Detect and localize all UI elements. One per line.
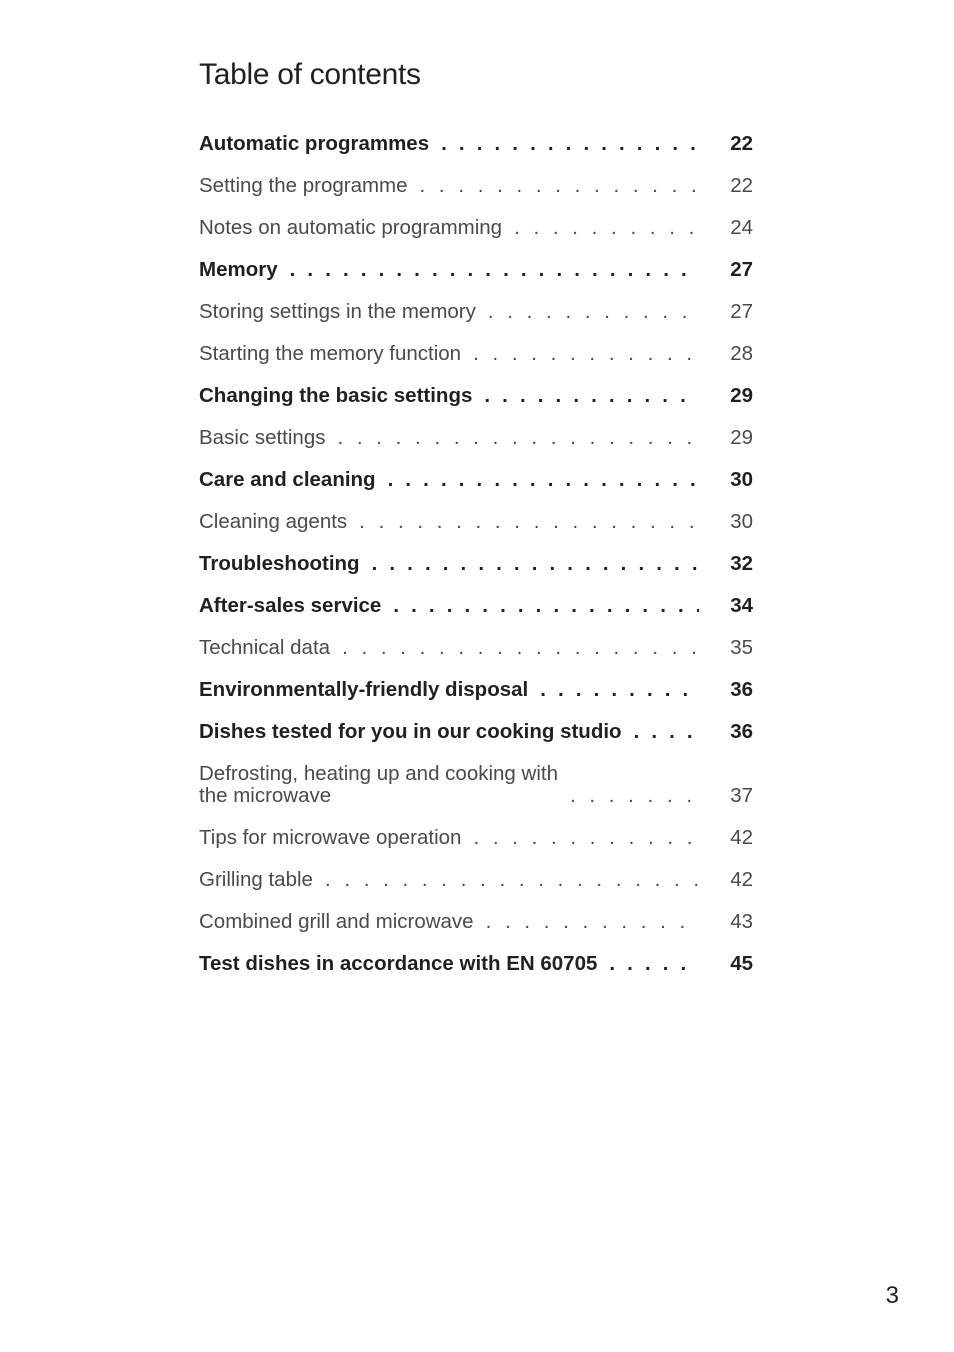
toc-entry-page: 35 xyxy=(730,636,753,659)
toc-entry[interactable] xyxy=(199,343,753,365)
toc-entry-page: 42 xyxy=(730,826,753,849)
dot-leader xyxy=(609,953,699,975)
toc-entry[interactable] xyxy=(199,511,753,533)
page-number: 3 xyxy=(885,1282,899,1309)
toc-entry[interactable] xyxy=(199,469,753,491)
toc-entry-title: Setting the programme xyxy=(199,174,408,197)
dot-leader xyxy=(359,511,699,533)
dot-leader xyxy=(484,385,699,407)
toc-entry-page: 28 xyxy=(730,342,753,365)
toc-entry[interactable] xyxy=(199,827,753,849)
toc-entry-page: 45 xyxy=(730,952,753,975)
dot-leader xyxy=(290,259,699,281)
dot-leader xyxy=(488,301,699,323)
toc-entry-page: 22 xyxy=(730,174,753,197)
toc-entry-title: Storing settings in the memory xyxy=(199,300,476,323)
toc-entry-page: 22 xyxy=(730,132,753,155)
dot-leader xyxy=(393,595,699,617)
toc-entry-title: Dishes tested for you in our cooking studio xyxy=(199,720,622,743)
toc-entry[interactable] xyxy=(199,553,753,575)
toc-entry-page: 30 xyxy=(730,468,753,491)
dot-leader xyxy=(634,721,699,743)
toc-entry-title: Defrosting, heating up and cooking with the microwave xyxy=(199,762,558,807)
toc-entry-title: Grilling table xyxy=(199,868,313,891)
toc-entry-title: Care and cleaning xyxy=(199,468,376,491)
toc-entry-title: Test dishes in accordance with EN 60705 xyxy=(199,952,598,975)
toc-entry-page: 43 xyxy=(730,910,753,933)
dot-leader xyxy=(473,343,699,365)
toc-entry-title: Combined grill and microwave xyxy=(199,910,474,933)
toc-entry-page: 36 xyxy=(730,720,753,743)
toc-entry-title: Automatic programmes xyxy=(199,132,430,155)
toc-entry-page: 27 xyxy=(730,258,753,281)
toc-entry-page: 37 xyxy=(730,784,753,807)
toc-entry[interactable] xyxy=(199,679,753,701)
toc-entry[interactable] xyxy=(199,763,753,807)
dot-leader xyxy=(325,869,699,891)
dot-leader xyxy=(372,553,699,575)
toc-entry[interactable] xyxy=(199,175,753,197)
toc-entry-page: 27 xyxy=(730,300,753,323)
dot-leader xyxy=(473,827,699,849)
toc-entry-page: 24 xyxy=(730,216,753,239)
toc-entry-page: 34 xyxy=(730,594,753,617)
toc-entry[interactable] xyxy=(199,953,753,975)
table-of-contents xyxy=(199,133,753,995)
toc-entry[interactable] xyxy=(199,259,753,281)
toc-entry-title: Tips for microwave operation xyxy=(199,826,462,849)
toc-entry[interactable] xyxy=(199,133,753,155)
dot-leader xyxy=(420,175,699,197)
toc-entry-page: 29 xyxy=(730,426,753,449)
toc-entry[interactable] xyxy=(199,301,753,323)
toc-entry-page: 30 xyxy=(730,510,753,533)
toc-entry[interactable] xyxy=(199,595,753,617)
dot-leader xyxy=(337,427,699,449)
toc-entry-title: Notes on automatic programming xyxy=(199,216,503,239)
dot-leader xyxy=(388,469,699,491)
toc-entry[interactable] xyxy=(199,869,753,891)
toc-entry-title: After-sales service xyxy=(199,594,382,617)
dot-leader xyxy=(514,217,699,239)
dot-leader xyxy=(342,637,699,659)
toc-entry[interactable] xyxy=(199,385,753,407)
toc-entry-title: Cleaning agents xyxy=(199,510,348,533)
toc-entry[interactable] xyxy=(199,637,753,659)
toc-entry[interactable] xyxy=(199,217,753,239)
dot-leader xyxy=(441,133,699,155)
toc-entry[interactable] xyxy=(199,427,753,449)
toc-entry-page: 32 xyxy=(730,552,753,575)
toc-entry-title: Technical data xyxy=(199,636,331,659)
toc-entry-title: Starting the memory function xyxy=(199,342,462,365)
page-title: Table of contents xyxy=(199,58,421,91)
toc-entry-title: Basic settings xyxy=(199,426,326,449)
toc-entry-title: Memory xyxy=(199,258,278,281)
toc-entry-page: 36 xyxy=(730,678,753,701)
toc-entry[interactable] xyxy=(199,911,753,933)
toc-entry-title: Troubleshooting xyxy=(199,552,360,575)
toc-entry-title: Changing the basic settings xyxy=(199,384,473,407)
dot-leader xyxy=(486,911,699,933)
dot-leader xyxy=(570,785,699,807)
toc-entry-title: Environmentally-friendly disposal xyxy=(199,678,529,701)
toc-entry[interactable] xyxy=(199,721,753,743)
toc-entry-page: 42 xyxy=(730,868,753,891)
dot-leader xyxy=(540,679,699,701)
toc-entry-page: 29 xyxy=(730,384,753,407)
